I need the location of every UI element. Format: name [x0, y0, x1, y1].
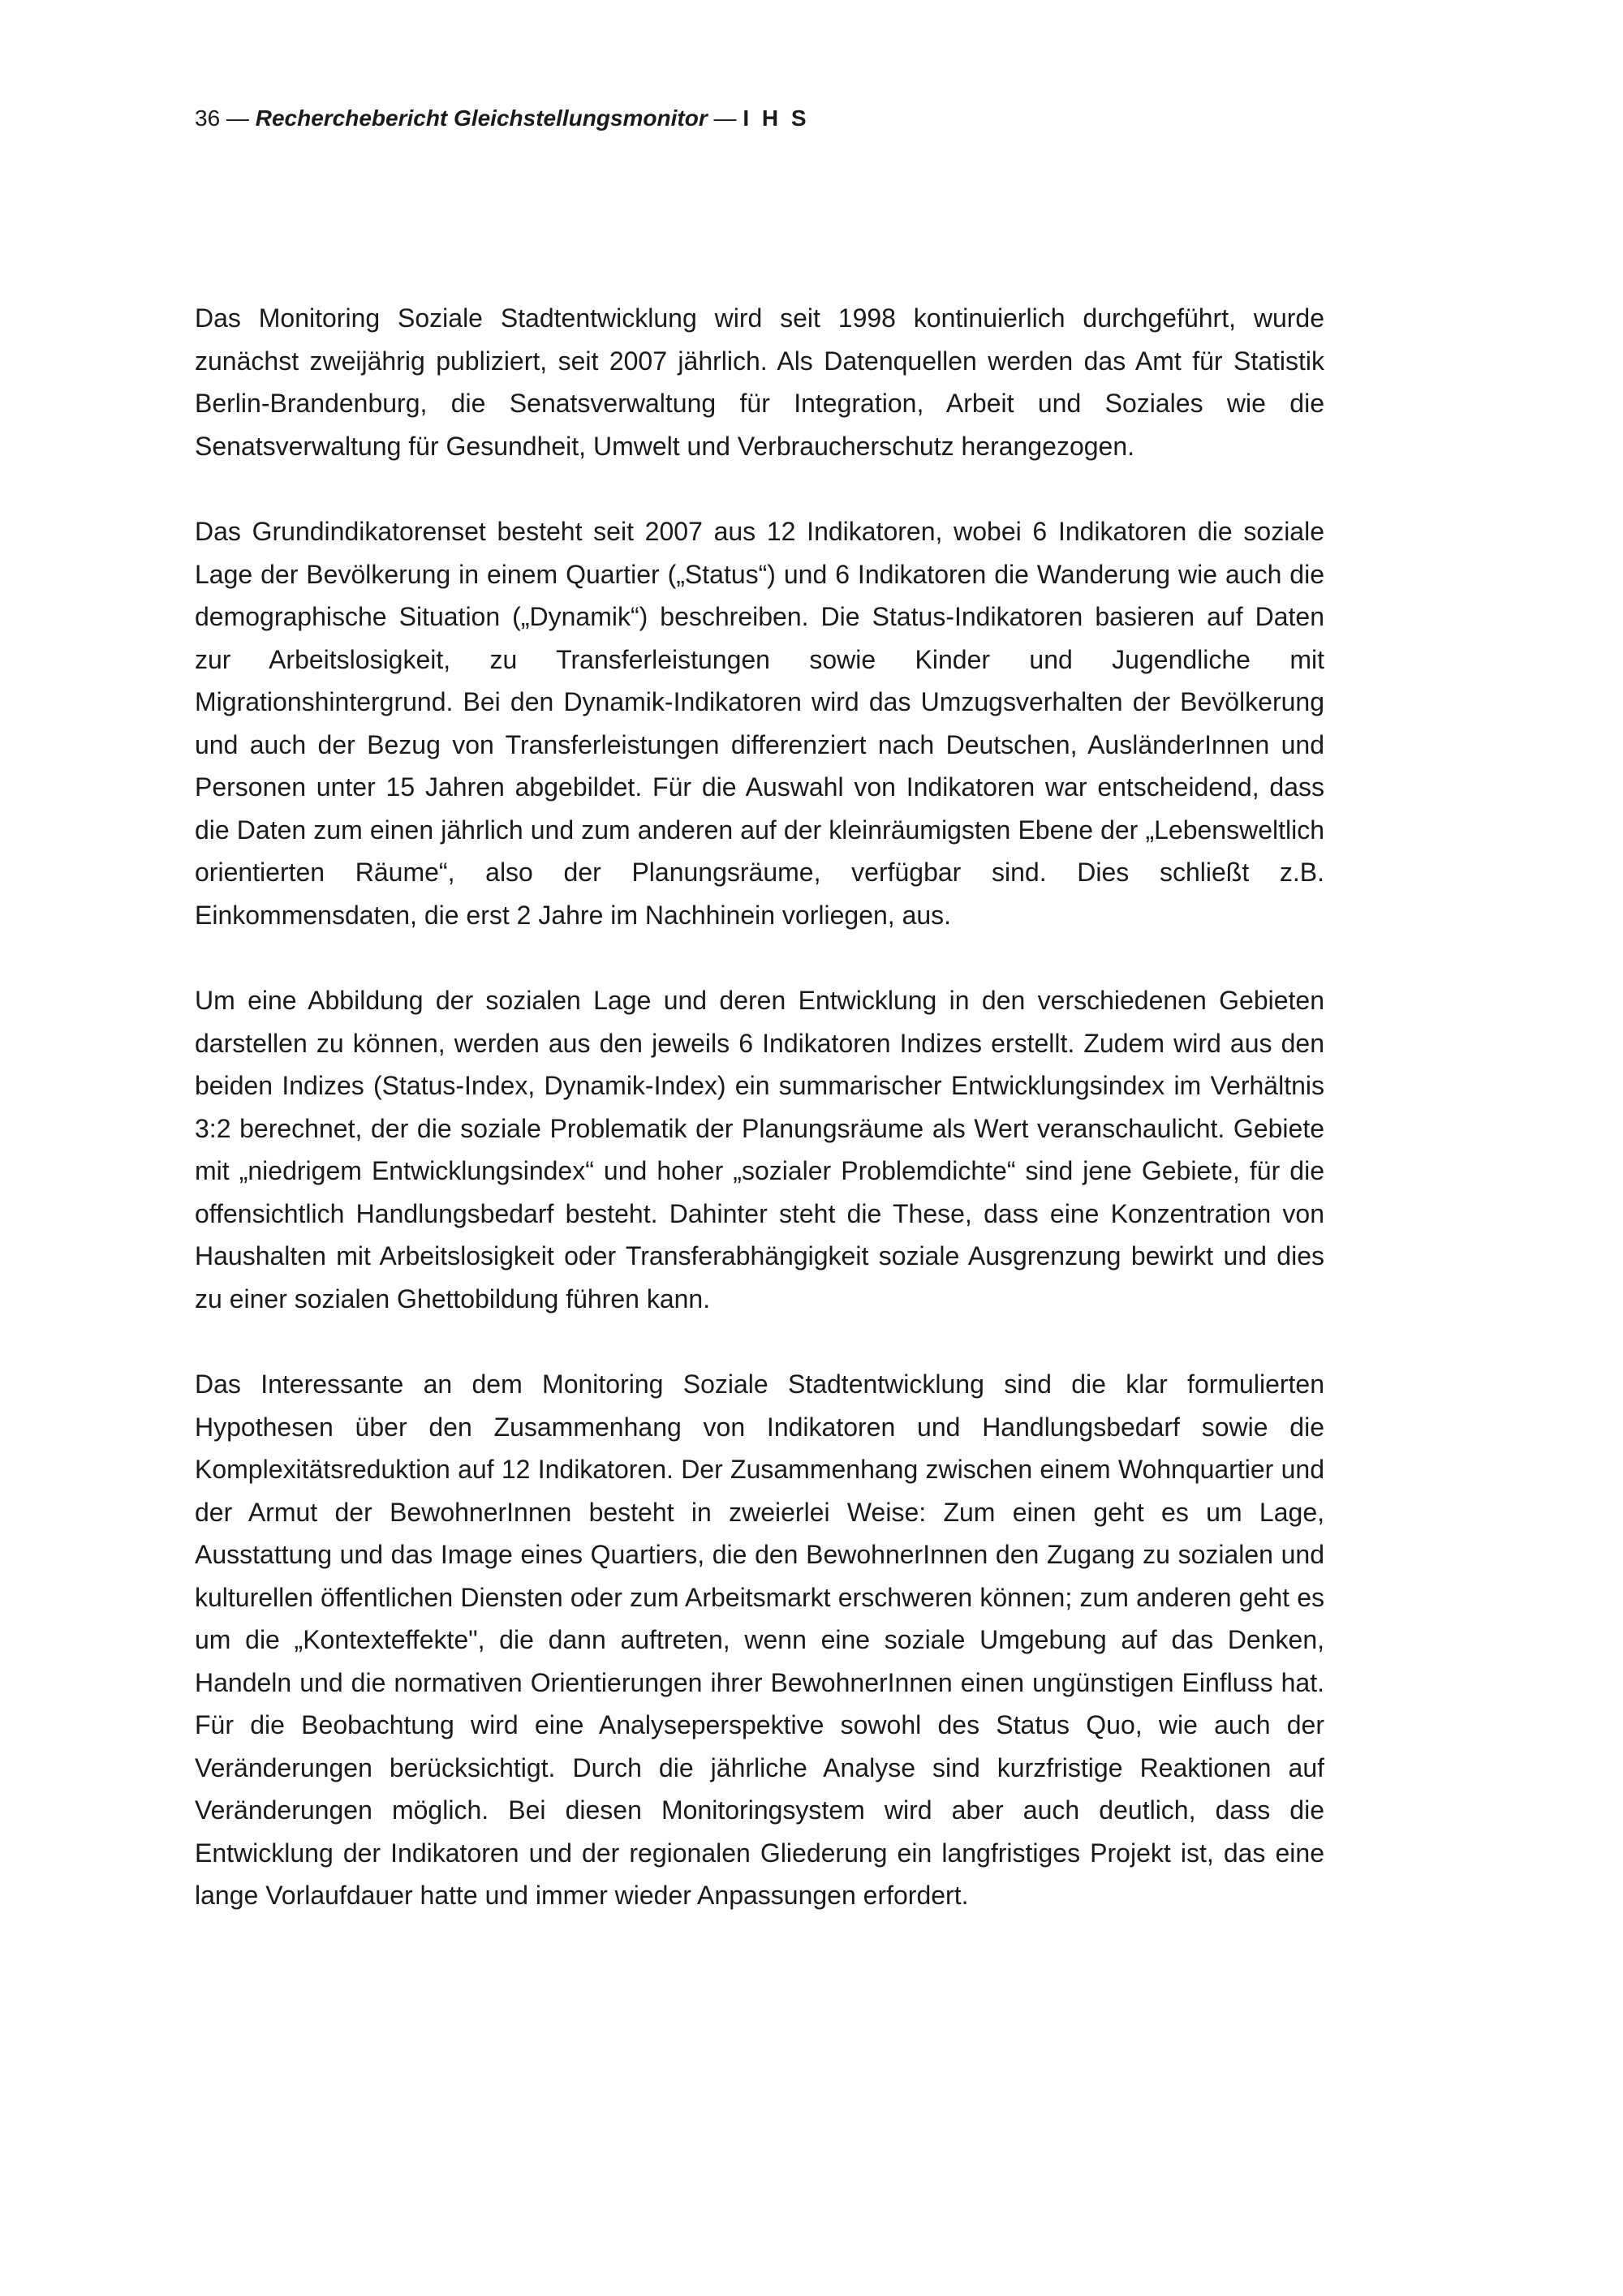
header-separator: —	[707, 105, 743, 131]
body-text	[195, 297, 1324, 1960]
running-header	[195, 104, 810, 133]
paragraph: Das Grundindikatorenset besteht seit 2007 aus 12 Indikatoren, wobei 6 Indikatoren die soziale Lage der Bevölkerung in einem Quartier („Status“) und 6 Indikatoren die Wanderung wie auch die demographische Situation („Dynamik“) beschreiben. Die Status-Indikatoren basieren auf Daten zur Arbeitslosigkeit, zu Transferleistungen sowie Kinder und Jugendliche mit Migrationshintergrund. Bei den Dynamik-Indikatoren wird das Umzugsverhalten der Bevölkerung und auch der Bezug von Transferleistungen differenziert nach Deutschen, AusländerInnen und Personen unter 15 Jahren abgebildet. Für die Auswahl von Indikatoren war entscheidend, dass die Daten zum einen jährlich und zum anderen auf der kleinräumigsten Ebene der „Lebensweltlich orientierten Räume“, also der Planungsräume, verfügbar sind. Dies schließt z.B. Einkommensdaten, die erst 2 Jahre im Nachhinein vorliegen, aus.	[195, 517, 1324, 930]
report-title: Recherchebericht Gleichstellungsmonitor	[255, 105, 708, 131]
page-number: 36	[195, 105, 221, 131]
organization-name: I H S	[743, 105, 810, 131]
paragraph: Das Monitoring Soziale Stadtentwicklung wird seit 1998 kontinuierlich durchgeführt, wurde zunächst zweijährig publiziert, seit 2007 jährlich. Als Datenquellen werden das Amt für Statistik Berlin-Brandenburg, die Senatsverwaltung für Integration, Arbeit und Soziales wie die Senatsverwaltung für Gesundheit, Umwelt und Verbraucherschutz herangezogen.	[195, 303, 1324, 461]
paragraph: Das Interessante an dem Monitoring Soziale Stadtentwicklung sind die klar formulierten Hypothesen über den Zusammenhang von Indikatoren und Handlungsbedarf sowie die Komplexitätsreduktion auf 12 Indikatoren. Der Zusammenhang zwischen einem Wohnquartier und der Armut der BewohnerInnen besteht in zweierlei Weise: Zum einen geht es um Lage, Ausstattung und das Image eines Quartiers, die den BewohnerInnen den Zugang zu sozialen und kulturellen öffentlichen Diensten oder zum Arbeitsmarkt erschweren können; zum anderen geht es um die „Kontexteffekte", die dann auftreten, wenn eine soziale Umgebung auf das Denken, Handeln und die normativen Orientierungen ihrer BewohnerInnen einen ungünstigen Einfluss hat. Für die Beobachtung wird eine Analyseperspektive sowohl des Status Quo, wie auch der Veränderungen berücksichtigt. Durch die jährliche Analyse sind kurzfristige Reaktionen auf Veränderungen möglich. Bei diesen Monitoringsystem wird aber auch deutlich, dass die Entwicklung der Indikatoren und der regionalen Gliederung ein langfristiges Projekt ist, das eine lange Vorlaufdauer hatte und immer wieder Anpassungen erfordert.	[195, 1369, 1324, 1910]
header-separator: —	[220, 105, 256, 131]
paragraph: Um eine Abbildung der sozialen Lage und deren Entwicklung in den verschiedenen Gebieten darstellen zu können, werden aus den jeweils 6 Indikatoren Indizes erstellt. Zudem wird aus den beiden Indizes (Status-Index, Dynamik-Index) ein summarischer Entwicklungsindex im Verhältnis 3:2 berechnet, der die soziale Problematik der Planungsräume als Wert veranschaulicht. Gebiete mit „niedrigem Entwicklungsindex“ und hoher „sozialer Problemdichte“ sind jene Gebiete, für die offensichtlich Handlungsbedarf besteht. Dahinter steht die These, dass eine Konzentration von Haushalten mit Arbeitslosigkeit oder Transferabhängigkeit soziale Ausgrenzung bewirkt und dies zu einer sozialen Ghettobildung führen kann.	[195, 986, 1324, 1314]
